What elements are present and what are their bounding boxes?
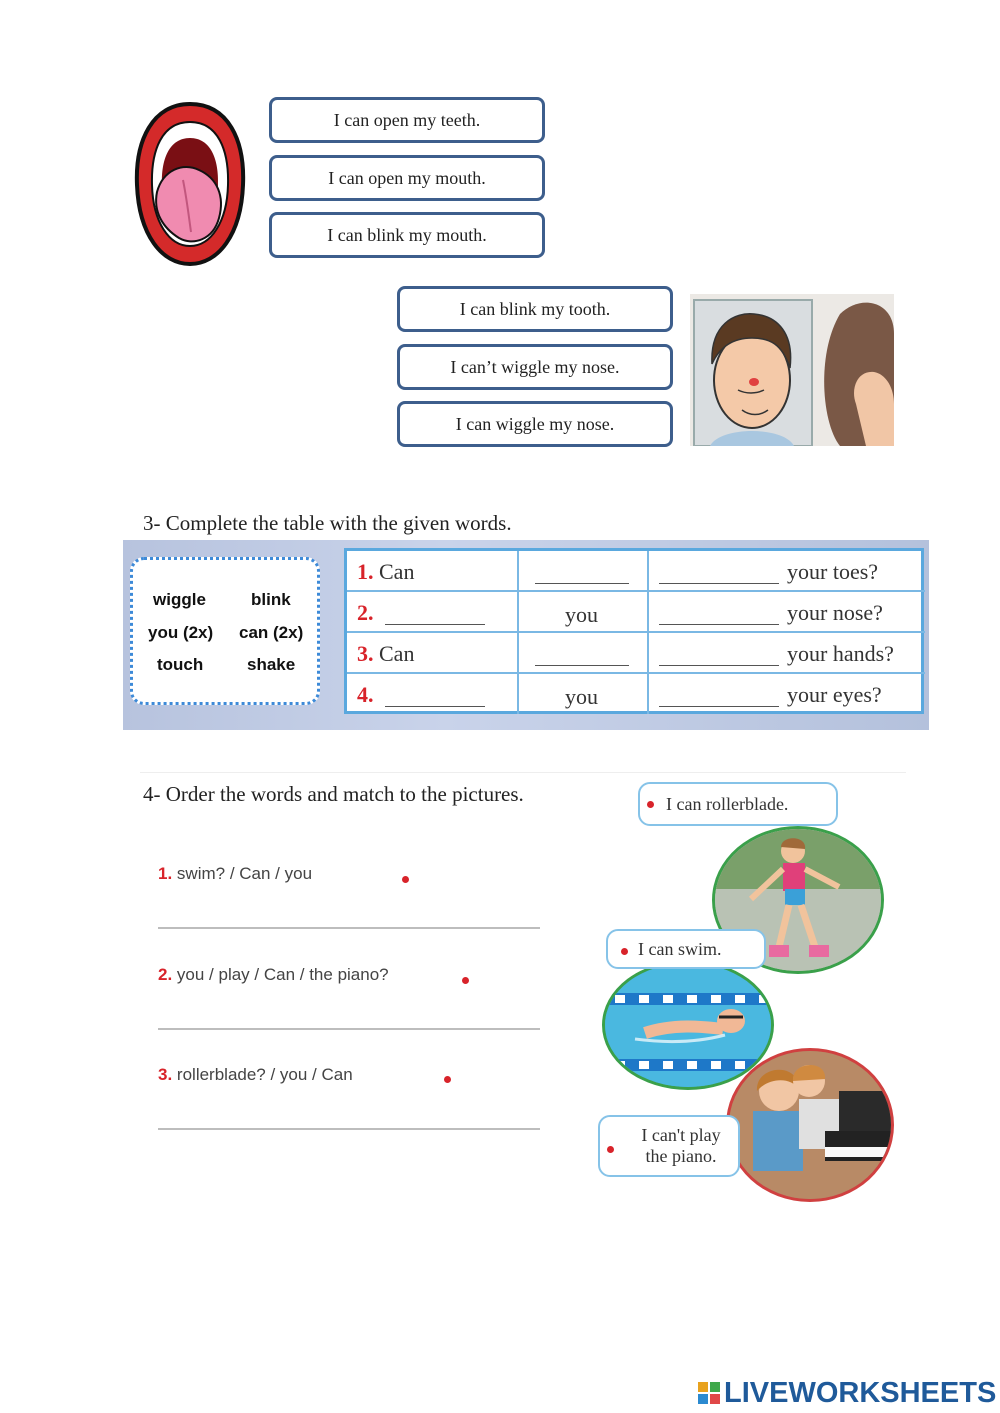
mouth-choice-3[interactable]: I can blink my mouth. [269, 212, 545, 258]
word-bank-item: can (2x) [239, 623, 304, 642]
answer-blank[interactable] [659, 565, 779, 584]
liveworksheets-logo [698, 1376, 996, 1410]
match-dot-bubble-3[interactable] [607, 1146, 614, 1153]
nose-choice-3[interactable]: I can wiggle my nose. [397, 401, 673, 447]
table-row-2-col-2: you [519, 592, 649, 633]
word-bank-item: touch [157, 655, 204, 674]
answer-line-1[interactable] [158, 927, 540, 929]
bubble-rollerblade: I can rollerblade. [638, 782, 838, 826]
table-row-1-col-1: 1. Can [347, 551, 519, 592]
question-2: 2. you / play / Can / the piano? [158, 965, 389, 984]
bubble-swim: I can swim. [606, 929, 766, 969]
answer-blank[interactable] [535, 565, 629, 584]
table-row-4-col-2: you [519, 674, 649, 714]
word-bank-item: you (2x) [148, 623, 214, 642]
word-bank-item: blink [251, 590, 291, 609]
answer-blank[interactable] [535, 647, 629, 666]
table-row-3-col-2[interactable] [519, 633, 649, 674]
answer-blank[interactable] [659, 606, 779, 625]
nose-wiggle-image [690, 294, 894, 446]
word-bank [130, 557, 320, 705]
mouth-choice-2[interactable]: I can open my mouth. [269, 155, 545, 201]
table-row-1-col-2[interactable] [519, 551, 649, 592]
table-row-3-col-3[interactable]: your hands? [649, 633, 925, 674]
answer-line-3[interactable] [158, 1128, 540, 1130]
question-1: 1. swim? / Can / you [158, 864, 313, 883]
table-row-4-col-1[interactable]: 4. [347, 674, 519, 714]
table-row-1-col-3[interactable]: your toes? [649, 551, 925, 592]
question-3: 3. rollerblade? / you / Can [158, 1065, 353, 1084]
logo-icon [698, 1382, 720, 1404]
answer-blank[interactable] [659, 647, 779, 666]
match-dot-bubble-2[interactable] [621, 948, 628, 955]
swim-image [602, 960, 774, 1090]
match-dot-bubble-1[interactable] [647, 801, 654, 808]
piano-image [726, 1048, 894, 1202]
answer-blank[interactable] [385, 688, 485, 707]
question-table [344, 548, 924, 714]
word-bank-item: wiggle [153, 590, 206, 609]
answer-blank[interactable] [659, 688, 779, 707]
nose-choice-1[interactable]: I can blink my tooth. [397, 286, 673, 332]
bubble-piano: I can't play the piano. [598, 1115, 740, 1177]
nose-choice-2[interactable]: I can’t wiggle my nose. [397, 344, 673, 390]
match-dot-question-2[interactable] [462, 977, 469, 984]
section-4-heading: 4- Order the words and match to the pictures. [143, 782, 524, 806]
section-divider [140, 772, 906, 773]
table-row-4-col-3[interactable]: your eyes? [649, 674, 925, 714]
table-row-2-col-3[interactable]: your nose? [649, 592, 925, 633]
mouth-choice-1[interactable]: I can open my teeth. [269, 97, 545, 143]
answer-blank[interactable] [385, 606, 485, 625]
section-3-heading: 3- Complete the table with the given words. [143, 511, 512, 535]
table-row-2-col-1[interactable]: 2. [347, 592, 519, 633]
mouth-image [133, 100, 248, 268]
match-dot-question-3[interactable] [444, 1076, 451, 1083]
logo-text: LIVEWORKSHEETS [724, 1376, 997, 1409]
word-bank-item: shake [247, 655, 296, 674]
table-row-3-col-1: 3. Can [347, 633, 519, 674]
answer-line-2[interactable] [158, 1028, 540, 1030]
match-dot-question-1[interactable] [402, 876, 409, 883]
